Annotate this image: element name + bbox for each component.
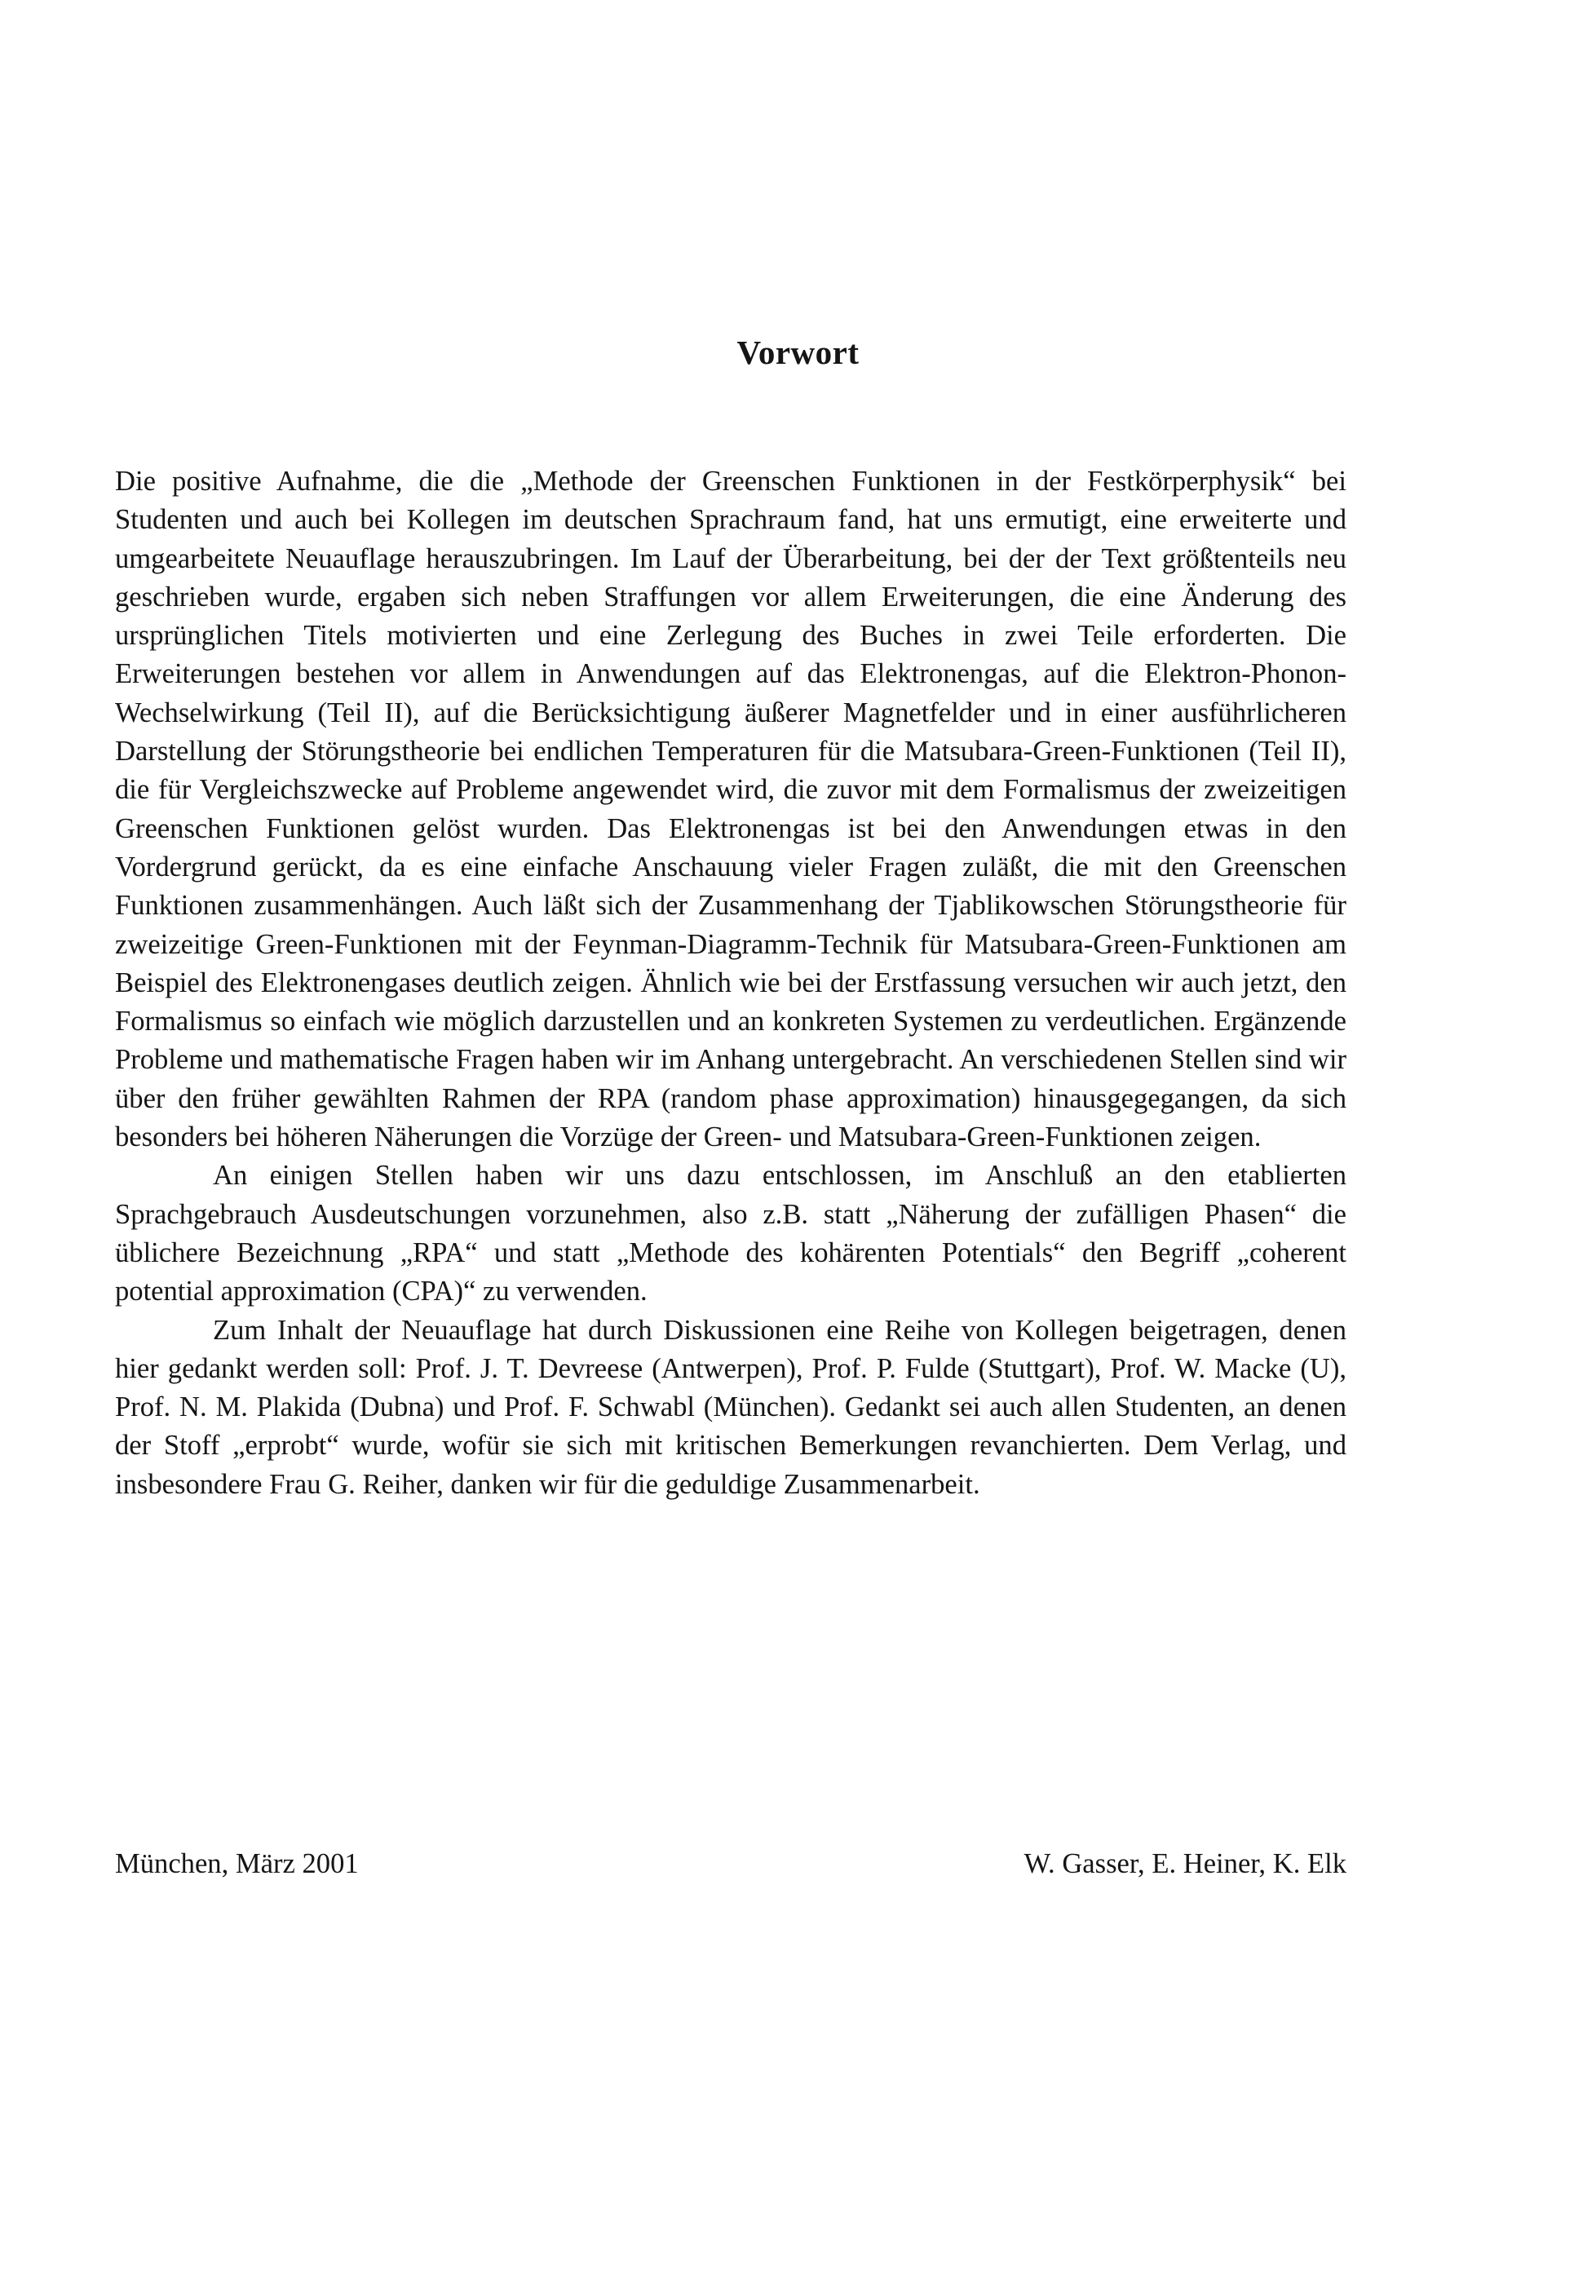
signature-line [115, 1845, 1346, 1886]
paragraph-3: Zum Inhalt der Neuauflage hat durch Diskussionen eine Reihe von Kollegen beigetragen, denen hier gedankt werden soll: Prof. J. T. Devreese (Antwerpen), Prof. P. Fulde (Stuttgart), Prof. W. Macke (U), Prof. N. M. Plakida (Dubna) und Prof. F. Schwabl (München). Gedankt sei auch allen Studenten, an denen der Stoff „erprobt“ wurde, wofür sie sich mit kritischen Bemerkungen revanchierten. Dem Verlag, und insbesondere Frau G. Reiher, danken wir für die geduldige Zusammenarbeit. [115, 1314, 1346, 1500]
page-title: Vorwort [736, 334, 860, 371]
paragraph-1: Die positive Aufnahme, die die „Methode der Greenschen Funktionen in der Festkörperphysik“ bei Studenten und auch bei Kollegen im deutschen Sprachraum fand, hat uns ermutigt, eine erweiterte und umgearbeitete Neuauflage herauszubringen. Im Lauf der Überarbeitung, bei der der Text größtenteils neu geschrieben wurde, ergaben sich neben Straffungen vor allem Erweiterungen, die eine Änderung des ursprünglichen Titels motivierten und eine Zerlegung des Buches in zwei Teile erforderten. Die Erweiterungen bestehen vor allem in Anwendungen auf das Elektronengas, auf die Elektron-Phonon-Wechselwirkung (Teil II), auf die Berücksichtigung äußerer Magnetfelder und in einer ausführlicheren Darstellung der Störungstheorie bei endlichen Temperaturen für die Matsubara-Green-Funktionen (Teil II), die für Vergleichszwecke auf Probleme angewendet wird, die zuvor mit dem Formalismus der zweizeitigen Greenschen Funktionen gelöst wurden. Das Elektronengas ist bei den Anwendungen etwas in den Vordergrund gerückt, da es eine einfache Anschauung vieler Fragen zuläßt, die mit den Greenschen Funktionen zusammenhängen. Auch läßt sich der Zusammenhang der Tjablikowschen Störungstheorie für zweizeitige Green-Funktionen mit der Feynman-Diagramm-Technik für Matsubara-Green-Funktionen am Beispiel des Elektronengases deutlich zeigen. Ähnlich wie bei der Erstfassung versuchen wir auch jetzt, den Formalismus so einfach wie möglich darzustellen und an konkreten Systemen zu verdeutlichen. Ergänzende Probleme und mathematische Fragen haben wir im Anhang untergebracht. An verschiedenen Stellen sind wir über den früher gewählten Rahmen der RPA (random phase approximation) hinausgegegangen, da sich besonders bei höheren Näherungen die Vorzüge der Green- und Matsubara-Green-Funktionen zeigen. [115, 466, 1346, 1153]
preface-body [115, 462, 1346, 1504]
place-date: München, März 2001 [115, 1848, 359, 1879]
authors: W. Gasser, E. Heiner, K. Elk [1023, 1848, 1346, 1879]
paragraph-2: An einigen Stellen haben wir uns dazu entschlossen, im Anschluß an den etablierten Sprachgebrauch Ausdeutschungen vorzunehmen, also z.B. statt „Näherung der zufälligen Phasen“ die üblichere Bezeichnung „RPA“ und statt „Methode des kohärenten Potentials“ den Begriff „coherent potential approximation (CPA)“ zu verwenden. [115, 1160, 1346, 1307]
